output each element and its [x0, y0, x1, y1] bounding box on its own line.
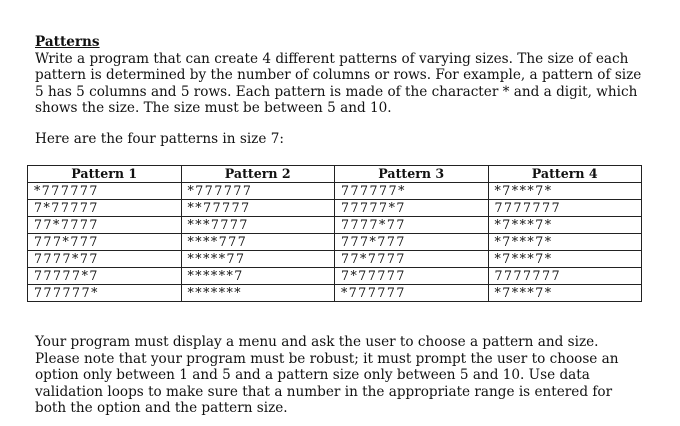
table-cell: 7*77777 — [335, 268, 489, 285]
table-cell: *7***7* — [488, 183, 642, 200]
table-cell: 77777*7 — [28, 268, 182, 285]
table-cell: 7777*77 — [28, 251, 182, 268]
example-line: Here are the four patterns in size 7: — [35, 130, 284, 147]
table-cell: *777777 — [181, 183, 335, 200]
table-cell: ****777 — [181, 234, 335, 251]
table-cell: 777777* — [28, 285, 182, 302]
table-cell: *7***7* — [488, 234, 642, 251]
table-cell: 7777777 — [488, 200, 642, 217]
table-cell: ***7777 — [181, 217, 335, 234]
patterns-table — [27, 165, 642, 302]
table-cell: *7***7* — [488, 217, 642, 234]
table-cell: 77*7777 — [335, 251, 489, 268]
table-cell: 777*777 — [335, 234, 489, 251]
table-cell: 77*7777 — [28, 217, 182, 234]
table-cell: 777*777 — [28, 234, 182, 251]
table-cell: *****77 — [181, 251, 335, 268]
table-cell: *777777 — [335, 285, 489, 302]
table-cell: **77777 — [181, 200, 335, 217]
table-row — [28, 251, 642, 268]
intro-paragraph: Write a program that can create 4 different patterns of varying sizes. The size of each pattern is determined by the number of columns or rows. For example, a pattern of size 5 has 5 columns and 5 rows. Each pattern is made of the character * and a digit, which shows the size. The size must be between 5 and 10. — [35, 50, 642, 117]
table-row — [28, 234, 642, 251]
document-body — [35, 34, 645, 148]
table-cell: 7777*77 — [335, 217, 489, 234]
table-row — [28, 285, 642, 302]
header-pattern-3: Pattern 3 — [335, 166, 489, 183]
table-row — [28, 183, 642, 200]
table-header-row — [28, 166, 642, 183]
header-pattern-2: Pattern 2 — [181, 166, 335, 183]
table-cell: 777777* — [335, 183, 489, 200]
table-cell: 7777777 — [488, 268, 642, 285]
table-cell: *7***7* — [488, 285, 642, 302]
table-cell: 7*77777 — [28, 200, 182, 217]
table-row — [28, 217, 642, 234]
header-pattern-4: Pattern 4 — [488, 166, 642, 183]
closing-paragraph: Your program must display a menu and ask the user to choose a pattern and size. Please note that your program must be robust; it must prompt the user to choose an option only between 1 and 5 and a pattern size only between 5 and 10. Use data validation loops to make sure that a number in the appropriate range is entered for both the option and the pattern size. — [35, 334, 619, 417]
table-row — [28, 268, 642, 285]
section-heading: Patterns — [35, 34, 100, 50]
table-cell: ******7 — [181, 268, 335, 285]
table-cell: 77777*7 — [335, 200, 489, 217]
table-cell: *7***7* — [488, 251, 642, 268]
table-cell: ******* — [181, 285, 335, 302]
table-row — [28, 200, 642, 217]
table-cell: *777777 — [28, 183, 182, 200]
header-pattern-1: Pattern 1 — [28, 166, 182, 183]
